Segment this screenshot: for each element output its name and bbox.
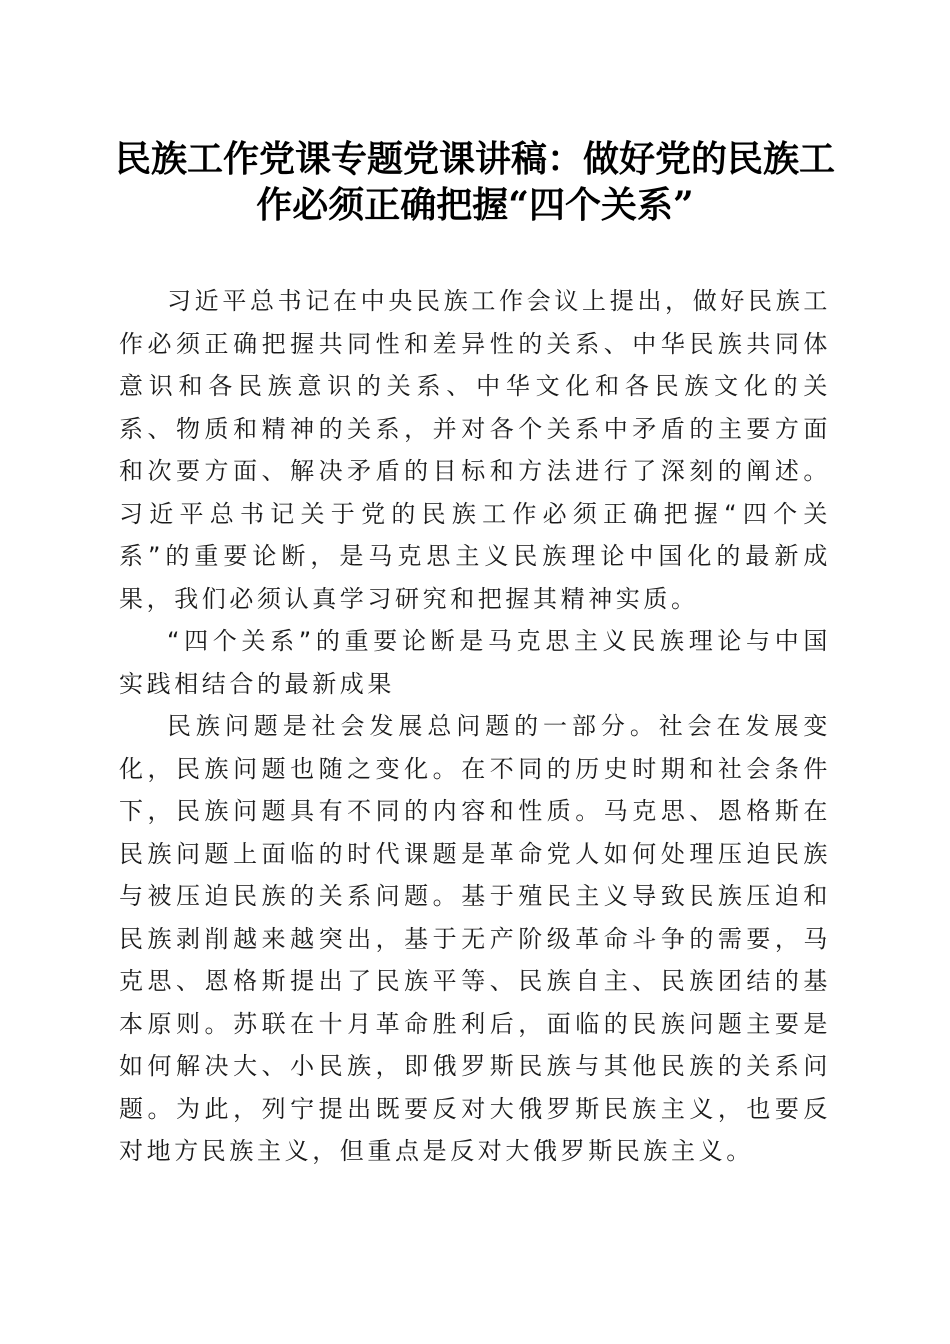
paragraph-body: 民族问题是社会发展总问题的一部分。社会在发展变化，民族问题也随之变化。在不同的历史时期和社会条件下，民族问题具有不同的内容和性质。马克思、恩格斯在民族问题上面临的时代课题是革命党人如何处理压迫民族与被压迫民族的关系问题。基于殖民主义导致民族压迫和民族剥削越来越突出，基于无产阶级革命斗争的需要，马克思、恩格斯提出了民族平等、民族自主、民族团结的基本原则。苏联在十月革命胜利后，面临的民族问题主要是如何解决大、小民族，即俄罗斯民族与其他民族的关系问题。为此，列宁提出既要反对大俄罗斯民族主义，也要反对地方民族主义，但重点是反对大俄罗斯民族主义。 <box>119 712 831 1165</box>
section-heading: “四个关系”的重要论断是马克思主义民族理论与中国实践相结合的最新成果 <box>119 627 831 698</box>
title-line-2: 作必须正确把握“四个关系” <box>256 184 694 226</box>
title-line-1: 民族工作党课专题党课讲稿：做好党的民族工 <box>114 138 835 180</box>
document-title <box>110 136 840 228</box>
paragraph-intro: 习近平总书记在中央民族工作会议上提出，做好民族工作必须正确把握共同性和差异性的关系、中华民族共同体意识和各民族意识的关系、中华文化和各民族文化的关系、物质和精神的关系，并对各个关系中矛盾的主要方面和次要方面、解决矛盾的目标和方法进行了深刻的阐述。习近平总书记关于党的民族工作必须正确把握“四个关系”的重要论断，是马克思主义民族理论中国化的最新成果，我们必须认真学习研究和把握其精神实质。 <box>119 287 831 613</box>
document-body <box>119 280 831 1173</box>
